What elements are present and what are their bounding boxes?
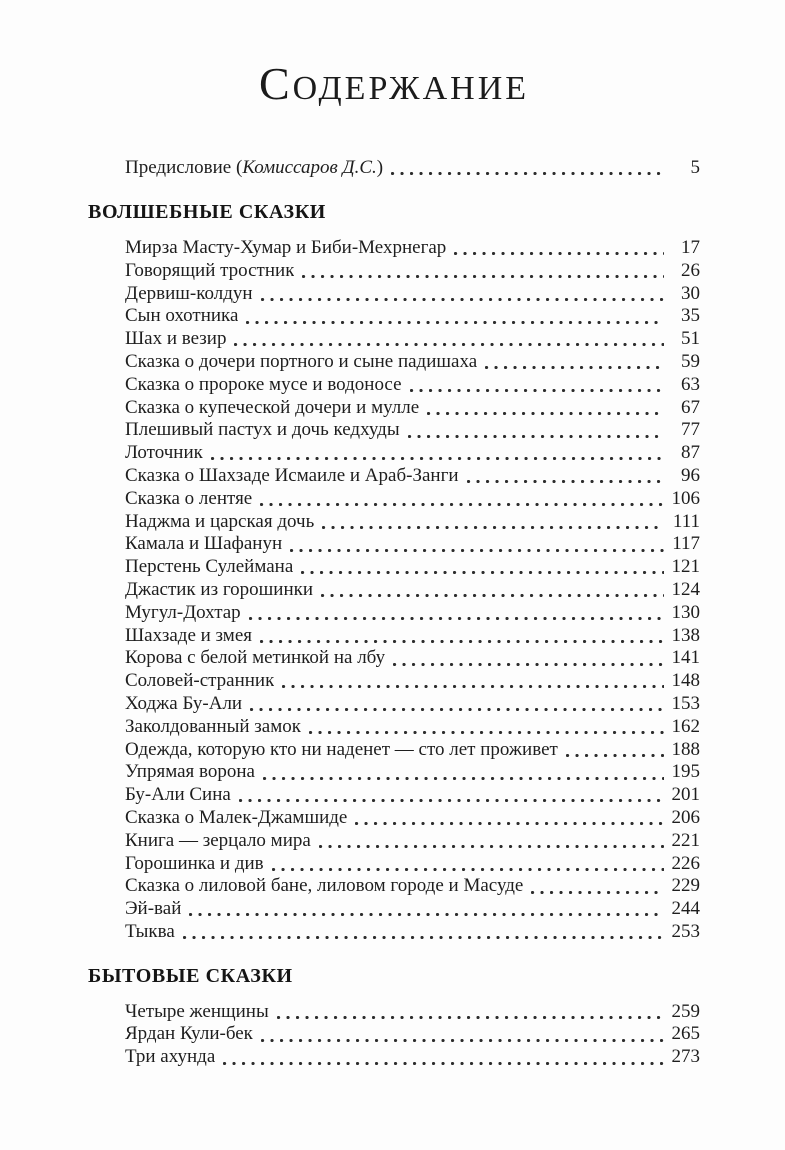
- entry-page-number: 26: [681, 259, 700, 281]
- dot-leader: [465, 465, 664, 488]
- toc-entry: [125, 602, 700, 625]
- toc-entry: [125, 716, 700, 739]
- dot-leader: [406, 419, 664, 442]
- toc-body: [88, 157, 700, 1069]
- entry-page-number: 30: [681, 282, 700, 304]
- section-entries: [88, 237, 700, 944]
- entry-title: Соловей-странник: [125, 670, 275, 692]
- toc-entry: [125, 739, 700, 762]
- toc-entry: [125, 488, 700, 511]
- dot-leader: [244, 305, 664, 328]
- page-title: СОДЕРЖАНИЕ: [258, 58, 530, 109]
- entry-page-number: 141: [671, 647, 700, 669]
- toc-entry: [125, 442, 700, 465]
- section-heading: БЫТОВЫЕ СКАЗКИ: [88, 964, 293, 987]
- entry-title: Перстень Сулеймана: [125, 556, 294, 578]
- entry-title: Лоточник: [125, 442, 203, 464]
- entry-title: Джастик из горошинки: [125, 578, 314, 600]
- dot-leader: [288, 533, 664, 556]
- dot-leader: [408, 374, 664, 397]
- dot-leader: [270, 853, 664, 876]
- entry-title: Бу-Али Сина: [125, 784, 231, 806]
- entry-title: Сказка о лентяе: [125, 487, 253, 509]
- dot-leader: [280, 670, 664, 693]
- entry-page-number: 124: [671, 578, 700, 600]
- dot-leader: [248, 693, 664, 716]
- entry-title: Три ахунда: [125, 1046, 216, 1068]
- entry-page-number: 201: [671, 784, 700, 806]
- toc-entry: [125, 921, 700, 944]
- toc-entry: [125, 625, 700, 648]
- dot-leader: [320, 511, 664, 534]
- entry-page-number: 273: [671, 1046, 700, 1068]
- toc-entry: [125, 693, 700, 716]
- toc-entry: [125, 397, 700, 420]
- toc-section: [88, 200, 700, 944]
- toc-entry-preface: [125, 157, 700, 180]
- dot-leader: [564, 739, 664, 762]
- toc-entry: [125, 305, 700, 328]
- dot-leader: [261, 761, 664, 784]
- entry-title: Четыре женщины: [125, 1000, 269, 1022]
- entry-title: Одежда, которую кто ни наденет — сто лет проживет: [125, 738, 558, 760]
- dot-leader: [247, 602, 664, 625]
- dot-leader: [299, 556, 664, 579]
- entry-title: Шахзаде и змея: [125, 624, 252, 646]
- dot-leader: [389, 157, 664, 180]
- toc-entry: [125, 807, 700, 830]
- entry-page-number: 59: [681, 350, 700, 372]
- entry-page-number: 206: [671, 806, 700, 828]
- dot-leader: [187, 898, 664, 921]
- entry-title: Книга — зерцало мира: [125, 829, 311, 851]
- entry-page-number: 96: [681, 464, 700, 486]
- toc-entry: [125, 853, 700, 876]
- entry-title: Говорящий тростник: [125, 259, 295, 281]
- entry-title: Шах и везир: [125, 328, 227, 350]
- entry-title: Сказка о пророке мусе и водоносе: [125, 373, 402, 395]
- toc-entry: [125, 419, 700, 442]
- entry-page-number: 244: [671, 898, 700, 920]
- dot-leader: [275, 1001, 664, 1024]
- section-heading: ВОЛШЕБНЫЕ СКАЗКИ: [88, 200, 326, 223]
- preface-author: Комиссаров Д.С.: [242, 157, 377, 179]
- dot-leader: [319, 579, 664, 602]
- entry-title: Мугул-Дохтар: [125, 601, 241, 623]
- preface-label: Предисловие (: [125, 157, 243, 179]
- toc-entry: [125, 374, 700, 397]
- dot-leader: [259, 283, 664, 306]
- toc-entry: [125, 533, 700, 556]
- entry-title: Плешивый пастух и дочь кедхуды: [125, 419, 400, 441]
- toc-entry: [125, 761, 700, 784]
- entry-page-number: 67: [681, 396, 700, 418]
- entry-page-number: 87: [681, 442, 700, 464]
- entry-page-number: 5: [690, 157, 700, 179]
- entry-title: Камала и Шафанун: [125, 533, 283, 555]
- entry-page-number: 111: [672, 510, 700, 532]
- entry-title: Сказка о купеческой дочери и мулле: [125, 396, 420, 418]
- entry-title: [125, 157, 383, 180]
- entry-page-number: 117: [672, 533, 700, 555]
- dot-leader: [529, 875, 664, 898]
- dot-leader: [221, 1046, 664, 1069]
- entry-page-number: 162: [671, 715, 700, 737]
- entry-page-number: 195: [671, 761, 700, 783]
- entry-page-number: 226: [671, 852, 700, 874]
- entry-title: Сказка о лиловой бане, лиловом городе и Масуде: [125, 875, 524, 897]
- section-entries: [88, 1001, 700, 1069]
- entry-page-number: 121: [671, 556, 700, 578]
- dot-leader: [232, 328, 664, 351]
- entry-page-number: 35: [681, 305, 700, 327]
- entry-title: Ярдан Кули-бек: [125, 1023, 253, 1045]
- toc-entry: [125, 898, 700, 921]
- entry-page-number: 148: [671, 670, 700, 692]
- entry-page-number: 77: [681, 419, 700, 441]
- entry-title: Ходжа Бу-Али: [125, 692, 243, 714]
- entry-page-number: 253: [671, 920, 700, 942]
- entry-page-number: 17: [681, 236, 700, 258]
- entry-page-number: 259: [671, 1000, 700, 1022]
- dot-leader: [300, 260, 664, 283]
- dot-leader: [391, 647, 664, 670]
- entry-title: Упрямая ворона: [125, 761, 255, 783]
- entry-title: Заколдованный замок: [125, 715, 301, 737]
- dot-leader: [353, 807, 664, 830]
- toc-entry: [125, 579, 700, 602]
- dot-leader: [317, 830, 664, 853]
- entry-title: Горошинка и див: [125, 852, 264, 874]
- toc-entry: [125, 351, 700, 374]
- entry-page-number: 106: [671, 487, 700, 509]
- dot-leader: [258, 488, 664, 511]
- entry-title: Сказка о Шахзаде Исмаиле и Араб-Занги: [125, 464, 459, 486]
- entry-page-number: 229: [671, 875, 700, 897]
- dot-leader: [483, 351, 664, 374]
- entry-title: Эй-вай: [125, 898, 182, 920]
- toc-entry: [125, 465, 700, 488]
- entry-page-number: 153: [671, 692, 700, 714]
- entry-page-number: 63: [681, 373, 700, 395]
- dot-leader: [209, 442, 664, 465]
- toc-sections: [88, 200, 700, 1069]
- entry-page-number: 130: [671, 601, 700, 623]
- entry-title: Дервиш-колдун: [125, 282, 253, 304]
- dot-leader: [452, 237, 664, 260]
- toc-entry: [125, 670, 700, 693]
- entry-title: Тыква: [125, 920, 175, 942]
- toc-entry: [125, 1023, 700, 1046]
- entry-title: Сын охотника: [125, 305, 239, 327]
- toc-entry: [125, 260, 700, 283]
- entry-page-number: 188: [671, 738, 700, 760]
- toc-entry: [125, 647, 700, 670]
- toc-entry: [125, 237, 700, 260]
- dot-leader: [181, 921, 664, 944]
- toc-entry: [125, 283, 700, 306]
- entry-title: Сказка о Малек-Джамшиде: [125, 806, 348, 828]
- preface-paren-close: ): [376, 157, 384, 179]
- toc-section: [88, 964, 700, 1069]
- entry-page-number: 265: [671, 1023, 700, 1045]
- dot-leader: [259, 1023, 664, 1046]
- toc-entry: [125, 328, 700, 351]
- dot-leader: [237, 784, 664, 807]
- dot-leader: [307, 716, 664, 739]
- entry-title: Корова с белой метинкой на лбу: [125, 647, 386, 669]
- toc-entry: [125, 1001, 700, 1024]
- entry-page-number: 221: [671, 829, 700, 851]
- toc-entry: [125, 1046, 700, 1069]
- entry-page-number: 138: [671, 624, 700, 646]
- entry-title: Наджма и царская дочь: [125, 510, 315, 532]
- entry-page-number: 51: [681, 328, 700, 350]
- toc-entry: [125, 511, 700, 534]
- dot-leader: [258, 625, 664, 648]
- entry-title: Сказка о дочери портного и сыне падишаха: [125, 350, 478, 372]
- toc-entry: [125, 875, 700, 898]
- dot-leader: [425, 397, 664, 420]
- toc-entry: [125, 556, 700, 579]
- toc-entry: [125, 784, 700, 807]
- toc-entry: [125, 830, 700, 853]
- entry-title: Мирза Масту-Хумар и Биби-Мехрнегар: [125, 236, 447, 258]
